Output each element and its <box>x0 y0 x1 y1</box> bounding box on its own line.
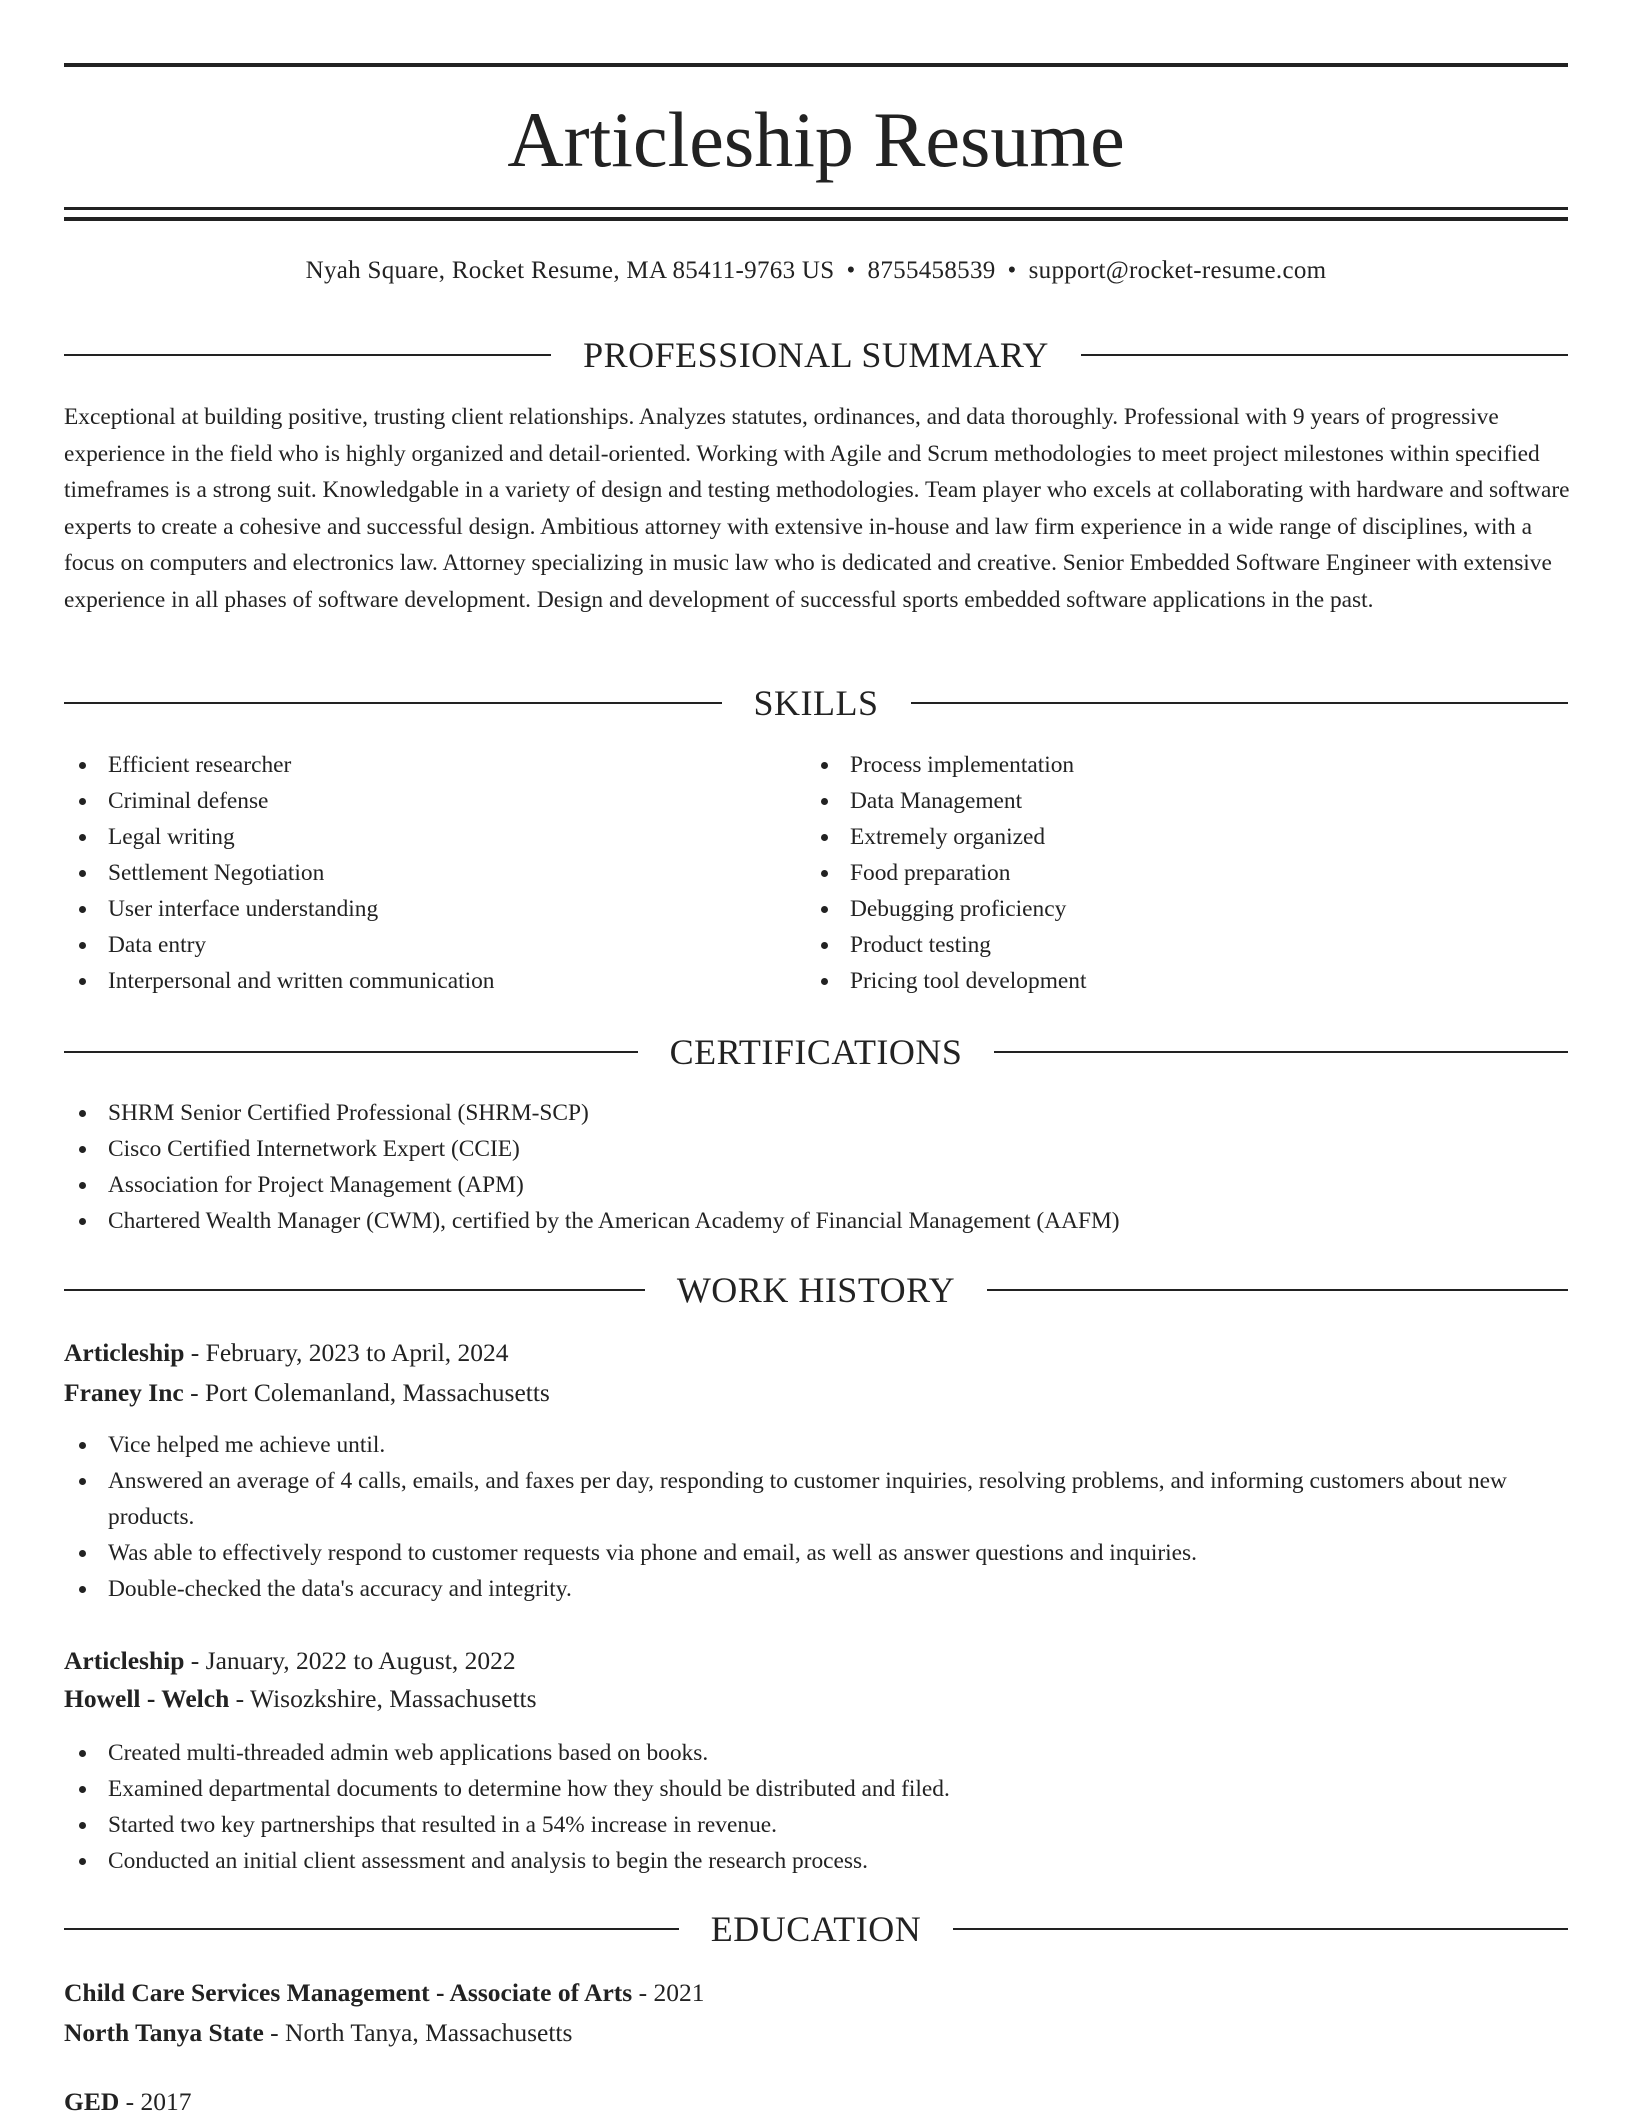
contact-address: Nyah Square, Rocket Resume, MA 85411-9763 US <box>305 257 835 284</box>
certification-item: Cisco Certified Internetwork Expert (CCIE) <box>64 1131 1568 1167</box>
section-title: SKILLS <box>753 683 879 723</box>
certification-item: Association for Project Management (APM) <box>64 1167 1568 1203</box>
section-title: EDUCATION <box>710 1909 922 1949</box>
skill-item: User interface understanding <box>64 891 804 927</box>
section-heading-summary <box>64 333 1568 377</box>
job-bullet: Started two key partnerships that resulted in a 54% increase in revenue. <box>64 1807 1568 1843</box>
job-company-line <box>64 1681 1568 1717</box>
skill-item: Pricing tool development <box>806 963 1566 999</box>
skills-list-left <box>64 747 804 999</box>
heading-rule <box>64 1289 645 1291</box>
contact-separator: • <box>846 257 856 284</box>
certifications-list <box>64 1095 1568 1239</box>
job-bullet: Created multi-threaded admin web applications based on books. <box>64 1735 1568 1771</box>
job-dates: - February, 2023 to April, 2024 <box>184 1338 509 1367</box>
education-school-line <box>64 2015 1568 2051</box>
job-bullet: Answered an average of 4 calls, emails, and faxes per day, responding to customer inquiries, resolving problems, and informing customers about new products. <box>64 1463 1568 1535</box>
job-bullet: Conducted an initial client assessment and analysis to begin the research process. <box>64 1843 1568 1879</box>
skill-item: Debugging proficiency <box>806 891 1566 927</box>
job-location: - Wisozkshire, Massachusetts <box>229 1684 537 1713</box>
job-company: Howell - Welch <box>64 1684 230 1713</box>
job-title-line <box>64 1643 1568 1679</box>
section-title: WORK HISTORY <box>676 1270 956 1310</box>
job-dates: - January, 2022 to August, 2022 <box>184 1646 516 1675</box>
skill-item: Product testing <box>806 927 1566 963</box>
job-title: Articleship <box>64 1646 185 1675</box>
skill-item: Process implementation <box>806 747 1566 783</box>
job-bullet: Examined departmental documents to determine how they should be distributed and filed. <box>64 1771 1568 1807</box>
education-degree-line <box>64 2084 1568 2120</box>
contact-separator: • <box>1007 257 1017 284</box>
skill-item: Extremely organized <box>806 819 1566 855</box>
section-title: CERTIFICATIONS <box>669 1032 963 1072</box>
title-double-rule <box>64 207 1568 221</box>
skill-item: Efficient researcher <box>64 747 804 783</box>
education-school: North Tanya State <box>64 2018 264 2047</box>
heading-rule <box>911 702 1569 704</box>
education-degree: Child Care Services Management - Associate of Arts <box>64 1978 633 2007</box>
education-degree: GED <box>64 2087 120 2116</box>
section-title: PROFESSIONAL SUMMARY <box>583 335 1049 375</box>
heading-rule <box>64 1051 638 1053</box>
skill-item: Criminal defense <box>64 783 804 819</box>
heading-rule <box>64 1928 679 1930</box>
resume-title: Articleship Resume <box>507 96 1125 183</box>
heading-rule <box>64 702 722 704</box>
job-bullet: Double-checked the data's accuracy and integrity. <box>64 1571 1568 1607</box>
summary-text: Exceptional at building positive, trusting client relationships. Analyzes statutes, ordinances, and data thoroughly. Professional with 9 years of progressive experience in the field who is highly organized and detail-oriented. Working with Agile and Scrum methodologies to meet project milestones within specified timeframes is a strong suit. Knowledgable in a variety of design and testing methodologies. Team player who excels at collaborating with hardware and software experts to create a cohesive and successful design. Ambitious attorney with extensive in-house and law firm experience in a wide range of disciplines, with a focus on computers and electronics law. Attorney specializing in music law who is dedicated and creative. Senior Embedded Software Engineer with extensive experience in all phases of software development. Design and development of successful sports embedded software applications in the past. <box>64 404 1570 613</box>
section-heading-skills <box>64 681 1568 725</box>
skill-item: Settlement Negotiation <box>64 855 804 891</box>
skill-item: Food preparation <box>806 855 1566 891</box>
contact-line <box>64 254 1568 288</box>
section-heading-certifications <box>64 1030 1568 1074</box>
job-company-line <box>64 1375 1568 1411</box>
section-heading-education <box>64 1907 1568 1951</box>
job-company: Franey Inc <box>64 1378 184 1407</box>
job-location: - Port Colemanland, Massachusetts <box>183 1378 550 1407</box>
contact-email[interactable]: support@rocket-resume.com <box>1028 257 1327 284</box>
job-bullets <box>64 1427 1568 1607</box>
heading-rule <box>64 354 551 356</box>
skill-item: Data entry <box>64 927 804 963</box>
certification-item: Chartered Wealth Manager (CWM), certified by the American Academy of Financial Management (AAFM) <box>64 1203 1568 1239</box>
skill-item: Interpersonal and written communication <box>64 963 804 999</box>
job-title-line <box>64 1335 1568 1371</box>
contact-phone: 8755458539 <box>867 257 996 284</box>
certification-item: SHRM Senior Certified Professional (SHRM-SCP) <box>64 1095 1568 1131</box>
education-year: - 2017 <box>119 2087 192 2116</box>
skill-item: Legal writing <box>64 819 804 855</box>
heading-rule <box>1081 354 1568 356</box>
heading-rule <box>953 1928 1568 1930</box>
job-bullet: Vice helped me achieve until. <box>64 1427 1568 1463</box>
skill-item: Data Management <box>806 783 1566 819</box>
heading-rule <box>994 1051 1568 1053</box>
job-title: Articleship <box>64 1338 185 1367</box>
skills-list-right <box>806 747 1566 999</box>
top-rule <box>64 63 1568 67</box>
section-heading-work-history <box>64 1268 1568 1312</box>
heading-rule <box>987 1289 1568 1291</box>
education-location: - North Tanya, Massachusetts <box>263 2018 573 2047</box>
job-bullets <box>64 1735 1568 1879</box>
job-bullet: Was able to effectively respond to customer requests via phone and email, as well as answer questions and inquiries. <box>64 1535 1568 1571</box>
education-year: - 2021 <box>632 1978 705 2007</box>
education-degree-line <box>64 1975 1568 2011</box>
